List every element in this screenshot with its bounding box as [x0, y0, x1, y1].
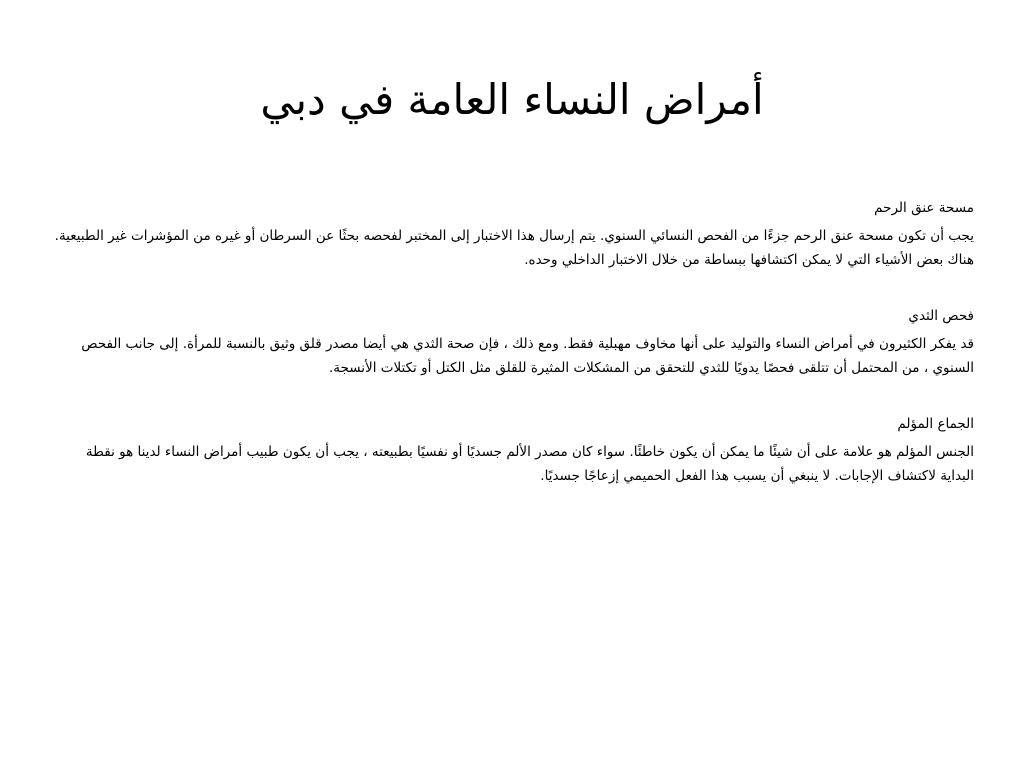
slide-title: أمراض النساء العامة في دبي [260, 75, 764, 124]
section-pap-smear [50, 196, 974, 272]
section-heading: فحص الثدي [908, 308, 974, 324]
section-heading: مسحة عنق الرحم [874, 200, 974, 216]
section-heading: الجماع المؤلم [897, 416, 974, 432]
section-body: الجنس المؤلم هو علامة على أن شيئًا ما يمكن أن يكون خاطئًا. سواء كان مصدر الألم جسديًا أو نفسيًا بطبيعته ، يجب أن يكون طبيب أمراض النساء لدينا هو نقطة البداية لاكتشاف الإجابات. لا ينبغي أن يسبب هذا الفعل الحميمي إزعاجًا جسديًا. [85, 444, 974, 484]
section-body: يجب أن تكون مسحة عنق الرحم جزءًا من الفحص النسائي السنوي. يتم إرسال هذا الاختبار إلى المختبر لفحصه بحثًا عن السرطان أو غيره من المؤشرات غير الطبيعية. هناك بعض الأشياء التي لا يمكن اكتشافها ببساطة من خلال الاختبار الداخلي وحده. [54, 228, 974, 268]
section-breast-exam [50, 304, 974, 380]
slide-content [50, 196, 974, 520]
section-body: قد يفكر الكثيرون في أمراض النساء والتوليد على أنها مخاوف مهبلية فقط. ومع ذلك ، فإن صحة الثدي هي أيضا مصدر قلق وثيق بالنسبة للمرأة. إلى جانب الفحص السنوي ، من المحتمل أن تتلقى فحصًا يدويًا للثدي للتحقق من المشكلات المثيرة للقلق مثل الكتل أو تكتلات الأنسجة. [81, 336, 974, 376]
section-painful-intercourse [50, 412, 974, 488]
